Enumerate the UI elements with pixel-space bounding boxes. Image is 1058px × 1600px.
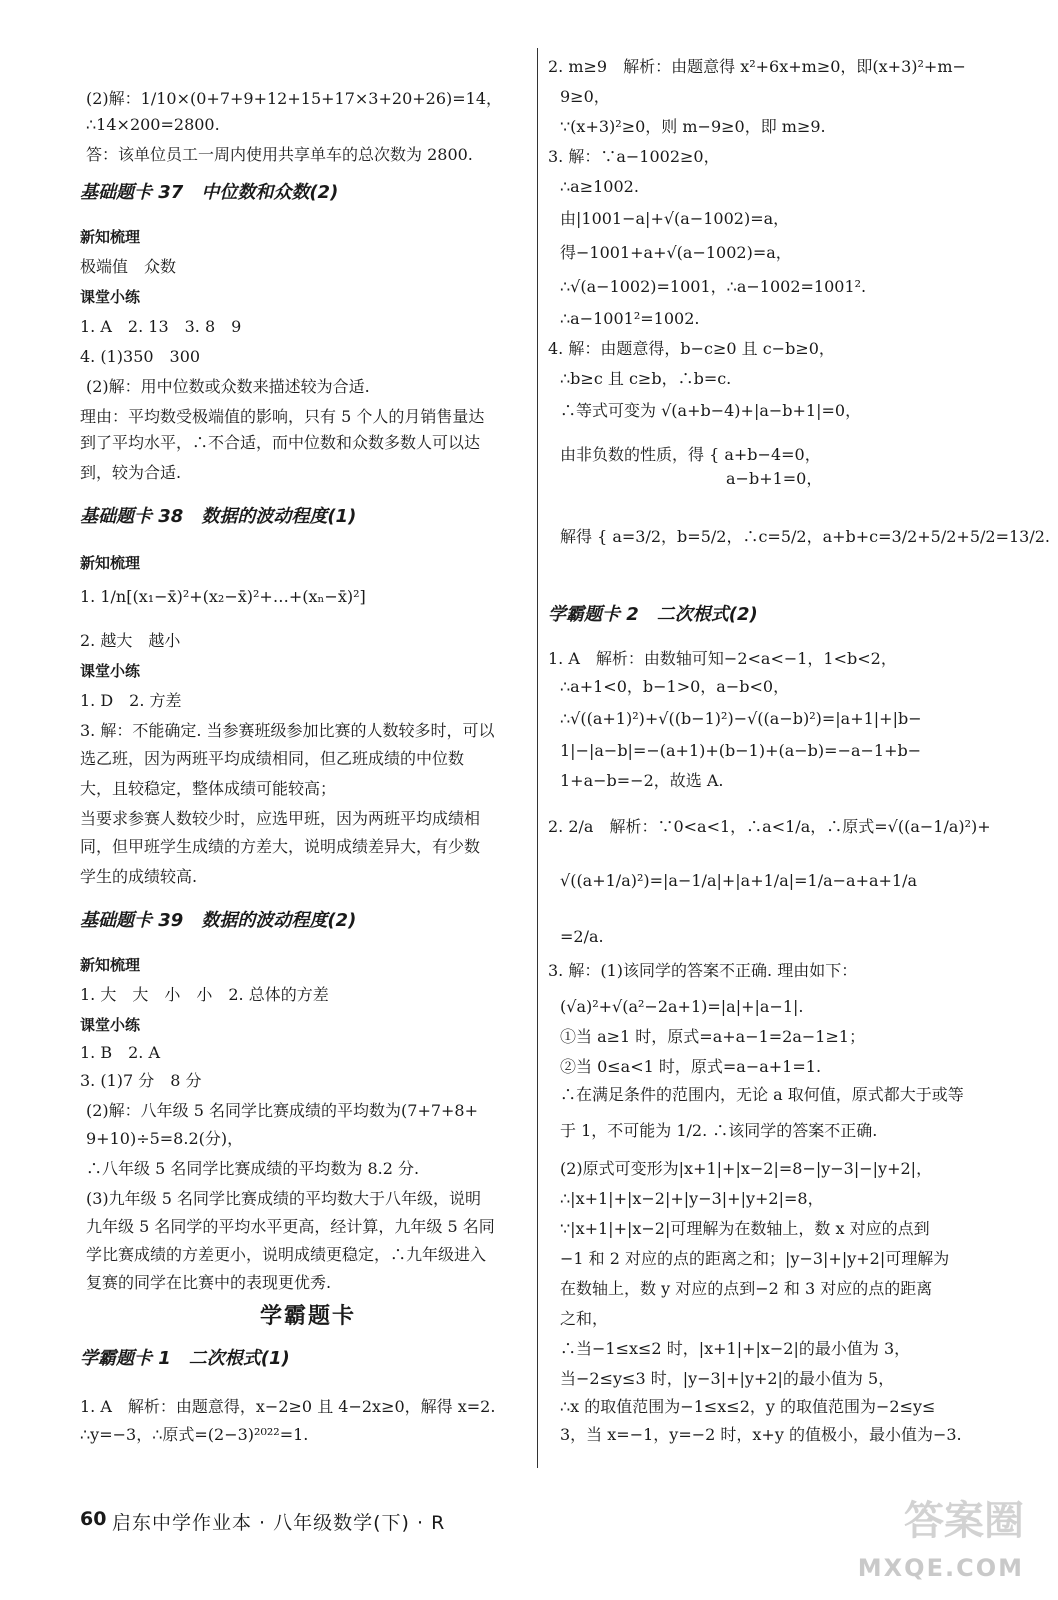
text-line: 选乙班，因为两班平均成绩相同，但乙班成绩的中位数 xyxy=(80,749,465,768)
card-heading: 学霸题卡 2 二次根式(2) xyxy=(548,604,758,625)
section-heading: 学霸题卡 xyxy=(260,1304,357,1329)
text-line: 1. A 解析：由题意得，x−2≥0 且 4−2x≥0，解得 x=2. xyxy=(80,1397,496,1416)
text-line: 理由：平均数受极端值的影响，只有 5 个人的月销售量达 xyxy=(80,407,485,426)
card-heading: 基础题卡 38 数据的波动程度(1) xyxy=(80,506,357,527)
text-line: 9+10)÷5=8.2(分)， xyxy=(86,1129,244,1148)
text-line: 当要求参赛人数较少时，应选甲班，因为两班平均成绩相 xyxy=(80,809,481,828)
subsection-heading: 新知梳理 xyxy=(80,956,141,974)
text-line: 九年级 5 名同学的平均水平更高，经计算，九年级 5 名同 xyxy=(86,1217,495,1236)
card-heading: 基础题卡 37 中位数和众数(2) xyxy=(80,182,339,203)
text-line: 1. 1/n[(x₁−x̄)²+(x₂−x̄)²+…+(xₙ−x̄)²] xyxy=(80,587,366,606)
page-number: 60 xyxy=(80,1508,107,1530)
text-line: 到，较为合适. xyxy=(80,463,182,482)
text-line: ∴当−1≤x≤2 时，|x+1|+|x−2|的最小值为 3， xyxy=(560,1339,911,1358)
card-heading: 学霸题卡 1 二次根式(1) xyxy=(80,1348,290,1369)
text-line: 3. (1)7 分 8 分 xyxy=(80,1071,202,1090)
text-line: (3)九年级 5 名同学比赛成绩的平均数大于八年级，说明 xyxy=(86,1189,482,1208)
text-line: 之和， xyxy=(560,1309,609,1328)
subsection-heading: 课堂小练 xyxy=(80,288,141,306)
watermark-logo: 答案圈 xyxy=(904,1498,1024,1544)
text-line: ∴b≥c 且 c≥b，∴b=c. xyxy=(560,369,732,388)
text-line: 4. (1)350 300 xyxy=(80,347,201,366)
text-line: 4. 解：由题意得，b−c≥0 且 c−b≥0， xyxy=(548,339,835,358)
text-line: (√a)²+√(a²−2a+1)=|a|+|a−1|. xyxy=(560,997,804,1016)
text-line: 大，且较稳定，整体成绩可能较高； xyxy=(80,779,337,798)
subsection-heading: 课堂小练 xyxy=(80,662,141,680)
text-line: ∴在满足条件的范围内，无论 a 取何值，原式都大于或等 xyxy=(560,1085,964,1104)
watermark-site: MXQE.COM xyxy=(857,1554,1024,1582)
text-line: (2)原式可变形为|x+1|+|x−2|=8−|y−3|−|y+2|， xyxy=(560,1159,933,1178)
card-heading: 基础题卡 39 数据的波动程度(2) xyxy=(80,910,357,931)
text-line: 于 1，不可能为 1/2. ∴该同学的答案不正确. xyxy=(560,1121,878,1140)
subsection-heading: 新知梳理 xyxy=(80,228,141,246)
text-line: 2. 越大 越小 xyxy=(80,631,181,650)
text-line: a−b+1=0， xyxy=(726,469,823,488)
text-line: 1. A 解析：由数轴可知−2<a<−1，1<b<2， xyxy=(548,649,897,668)
text-line: 复赛的同学在比赛中的表现更优秀. xyxy=(86,1273,332,1292)
text-line: ∴a−1001²=1002. xyxy=(560,309,700,328)
text-line: ∴√((a+1)²)+√((b−1)²)−√((a−b)²)=|a+1|+|b− xyxy=(560,709,922,728)
text-line: (2)解：八年级 5 名同学比赛成绩的平均数为(7+7+8+ xyxy=(86,1101,479,1120)
text-line: 9≥0， xyxy=(560,87,610,106)
text-line: ∴14×200=2800. xyxy=(86,115,220,134)
text-line: 1. B 2. A xyxy=(80,1043,161,1062)
text-line: √((a+1/a)²)=|a−1/a|+|a+1/a|=1/a−a+a+1/a xyxy=(560,871,918,890)
text-line: 由非负数的性质，得 { a+b−4=0， xyxy=(560,445,821,464)
text-line: 1. A 2. 13 3. 8 9 xyxy=(80,317,242,336)
text-line: 答：该单位员工一周内使用共享单车的总次数为 2800. xyxy=(86,145,473,164)
subsection-heading: 新知梳理 xyxy=(80,554,141,572)
text-line: ∴a≥1002. xyxy=(560,177,639,196)
text-line: ∴|x+1|+|x−2|+|y−3|+|y+2|=8， xyxy=(560,1189,824,1208)
text-line: 3. 解：(1)该同学的答案不正确. 理由如下： xyxy=(548,961,858,980)
text-line: ∵(x+3)²≥0，则 m−9≥0，即 m≥9. xyxy=(560,117,826,136)
text-line: ∴√(a−1002)=1001，∴a−1002=1001². xyxy=(560,277,867,296)
book-title: 启东中学作业本 · 八年级数学(下) · R xyxy=(112,1512,446,1534)
text-line: 学生的成绩较高. xyxy=(80,867,198,886)
text-line: 3. 解：不能确定. 当参赛班级参加比赛的人数较多时，可以 xyxy=(80,721,495,740)
text-line: 学比赛成绩的方差更小，说明成绩更稳定，∴九年级进入 xyxy=(86,1245,487,1264)
text-line: 同，但甲班学生成绩的方差大，说明成绩差异大，有少数 xyxy=(80,837,481,856)
text-line: ∴八年级 5 名同学比赛成绩的平均数为 8.2 分. xyxy=(86,1159,420,1178)
text-line: 3，当 x=−1，y=−2 时，x+y 的值极小，最小值为−3. xyxy=(560,1425,962,1444)
subsection-heading: 课堂小练 xyxy=(80,1016,141,1034)
text-line: ①当 a≥1 时，原式=a+a−1=2a−1≥1； xyxy=(560,1027,866,1046)
text-line: 1+a−b=−2，故选 A. xyxy=(560,771,724,790)
text-line: 解得 { a=3/2，b=5/2，∴c=5/2，a+b+c=3/2+5/2+5/2=13/2. xyxy=(560,527,1051,546)
text-line: ∵|x+1|+|x−2|可理解为在数轴上，数 x 对应的点到 xyxy=(560,1219,930,1238)
text-line: =2/a. xyxy=(560,927,604,946)
text-line: 极端值 众数 xyxy=(80,257,177,276)
text-line: 2. m≥9 解析：由题意得 x²+6x+m≥0，即(x+3)²+m− xyxy=(548,57,966,76)
column-divider xyxy=(537,48,538,1468)
text-line: ∴x 的取值范围为−1≤x≤2，y 的取值范围为−2≤y≤ xyxy=(560,1397,936,1416)
text-line: (2)解：1/10×(0+7+9+12+15+17×3+20+26)=14， xyxy=(86,89,503,108)
text-line: 在数轴上，数 y 对应的点到−2 和 3 对应的点的距离 xyxy=(560,1279,933,1298)
text-line: 到了平均水平，∴不合适，而中位数和众数多数人可以达 xyxy=(80,433,481,452)
text-line: ∴等式可变为 √(a+b−4)+|a−b+1|=0， xyxy=(560,401,862,420)
text-line: 1. 大 大 小 小 2. 总体的方差 xyxy=(80,985,329,1004)
text-line: 3. 解：∵a−1002≥0， xyxy=(548,147,720,166)
text-line: 1. D 2. 方差 xyxy=(80,691,182,710)
text-line: 当−2≤y≤3 时，|y−3|+|y+2|的最小值为 5， xyxy=(560,1369,895,1388)
text-line: 由|1001−a|+√(a−1002)=a， xyxy=(560,209,790,228)
text-line: 得−1001+a+√(a−1002)=a， xyxy=(560,243,792,262)
text-line: ∴a+1<0，b−1>0，a−b<0， xyxy=(560,677,790,696)
text-line: (2)解：用中位数或众数来描述较为合适. xyxy=(86,377,370,396)
text-line: −1 和 2 对应的点的距离之和；|y−3|+|y+2|可理解为 xyxy=(560,1249,950,1268)
text-line: 1|−|a−b|=−(a+1)+(b−1)+(a−b)=−a−1+b− xyxy=(560,741,922,760)
text-line: 2. 2/a 解析：∵0<a<1，∴a<1/a，∴原式=√((a−1/a)²)+ xyxy=(548,817,991,836)
text-line: ∴y=−3，∴原式=(2−3)²⁰²²=1. xyxy=(80,1425,309,1444)
text-line: ②当 0≤a<1 时，原式=a−a+1=1. xyxy=(560,1057,822,1076)
